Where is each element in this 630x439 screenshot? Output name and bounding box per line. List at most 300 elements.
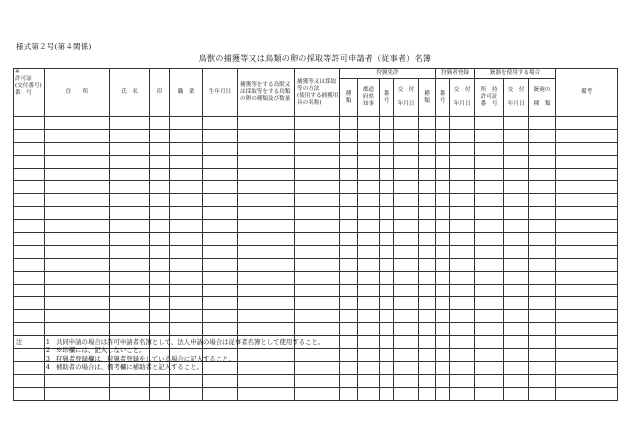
table-cell [556,233,618,246]
table-cell [358,142,380,155]
table-cell [358,155,380,168]
table-cell [556,374,618,387]
table-cell [394,349,419,362]
note-lead: 注 [16,338,23,346]
table-cell [238,310,295,323]
note-lead [16,346,34,354]
note-item [16,346,324,354]
table-cell [450,336,475,349]
table-cell [394,181,419,194]
table-cell [340,284,358,297]
table-cell [203,258,238,271]
table-cell [419,374,436,387]
table-cell [170,155,203,168]
table-cell [110,323,150,336]
table-cell [110,220,150,233]
table-cell [529,168,556,181]
table-cell [295,284,340,297]
table-cell [170,168,203,181]
table-row [14,207,618,220]
table-cell [419,220,436,233]
table-cell [504,207,529,220]
table-cell [203,220,238,233]
table-cell [419,323,436,336]
table-cell [110,258,150,271]
table-cell [556,220,618,233]
firearm-group-header: 銃器を使用する場合 [475,69,556,79]
table-cell [45,117,110,130]
table-cell [295,297,340,310]
table-cell [150,271,170,284]
table-cell [475,310,504,323]
table-cell [203,194,238,207]
table-cell [475,233,504,246]
table-cell [529,374,556,387]
table-cell [504,155,529,168]
table-cell [340,117,358,130]
table-cell [419,129,436,142]
table-cell [150,374,170,387]
table-cell [14,233,45,246]
table-cell [45,168,110,181]
table-cell [450,181,475,194]
table-cell [556,168,618,181]
table-cell [150,181,170,194]
table-cell [150,129,170,142]
table-cell [475,336,504,349]
table-cell [419,297,436,310]
table-cell [394,155,419,168]
table-cell [295,374,340,387]
table-cell [436,117,450,130]
table-cell [203,129,238,142]
table-cell [203,271,238,284]
corner-mark: ※ [15,69,20,75]
notes-section [16,338,324,372]
table-cell [504,168,529,181]
table-cell [436,233,450,246]
table-cell [504,220,529,233]
table-cell [450,361,475,374]
table-cell [340,245,358,258]
table-cell [150,387,170,400]
table-cell [150,207,170,220]
table-cell [394,142,419,155]
table-cell [380,117,394,130]
table-cell [419,310,436,323]
table-cell [295,271,340,284]
note-lead [16,355,34,363]
address-header: 住 所 [45,69,110,117]
permit-number-header [14,69,45,117]
table-cell [504,258,529,271]
table-cell [504,310,529,323]
table-cell [419,387,436,400]
table-cell [436,310,450,323]
table-cell [238,142,295,155]
table-cell [394,245,419,258]
table-cell [380,336,394,349]
table-cell [295,233,340,246]
table-row [14,323,618,336]
table-cell [170,245,203,258]
table-cell [14,220,45,233]
birthdate-header: 生年月日 [203,69,238,117]
table-cell [529,284,556,297]
table-cell [150,245,170,258]
table-cell [110,233,150,246]
table-cell [340,155,358,168]
table-cell [529,336,556,349]
table-cell [556,284,618,297]
table-cell [150,117,170,130]
table-cell [504,361,529,374]
table-cell [295,181,340,194]
note-number: 4 [45,363,50,372]
note-item [16,363,324,371]
table-cell [295,258,340,271]
table-row [14,117,618,130]
table-cell [504,129,529,142]
table-cell [504,181,529,194]
table-row [14,258,618,271]
table-cell [358,271,380,284]
table-row [14,284,618,297]
table-cell [203,310,238,323]
table-cell [529,220,556,233]
table-cell [238,117,295,130]
table-cell [380,258,394,271]
table-cell [203,181,238,194]
table-cell [419,245,436,258]
table-cell [504,297,529,310]
table-row [14,233,618,246]
table-cell [45,155,110,168]
table-cell [110,297,150,310]
note-lead [16,363,34,371]
table-cell [380,142,394,155]
table-cell [14,297,45,310]
table-cell [475,361,504,374]
table-cell [450,233,475,246]
table-cell [436,245,450,258]
table-cell [14,155,45,168]
table-cell [170,323,203,336]
table-row [14,387,618,400]
table-cell [45,233,110,246]
table-cell [358,245,380,258]
table-cell [529,271,556,284]
table-cell [475,258,504,271]
table-cell [14,387,45,400]
table-cell [436,129,450,142]
table-cell [110,155,150,168]
license-number-header: 番 号 [380,79,394,117]
table-cell [14,129,45,142]
table-cell [170,194,203,207]
table-cell [150,297,170,310]
gun-permit-issue-date-header: 交 付 年月日 [504,79,529,117]
table-cell [203,168,238,181]
table-cell [380,271,394,284]
table-cell [45,310,110,323]
table-cell [150,323,170,336]
table-cell [475,323,504,336]
seal-header: 印 [150,69,170,117]
table-row [14,168,618,181]
table-cell [504,349,529,362]
table-cell [450,155,475,168]
table-cell [358,194,380,207]
table-cell [475,168,504,181]
table-cell [110,387,150,400]
table-cell [170,284,203,297]
table-cell [238,220,295,233]
table-cell [14,168,45,181]
table-cell [14,117,45,130]
table-cell [170,310,203,323]
table-cell [45,258,110,271]
table-cell [450,207,475,220]
table-cell [14,258,45,271]
note-text: 補助者の場合は、備考欄に補助者と記入すること。 [56,363,203,372]
table-cell [394,284,419,297]
table-cell [203,245,238,258]
table-cell [45,142,110,155]
table-cell [45,374,110,387]
table-cell [529,207,556,220]
table-cell [203,323,238,336]
table-cell [450,349,475,362]
table-cell [394,310,419,323]
table-cell [14,194,45,207]
table-cell [45,387,110,400]
table-cell [170,271,203,284]
table-cell [358,181,380,194]
table-cell [203,284,238,297]
table-cell [529,155,556,168]
table-cell [529,181,556,194]
table-cell [556,194,618,207]
table-cell [450,194,475,207]
table-cell [14,323,45,336]
table-cell [14,284,45,297]
table-cell [450,117,475,130]
table-cell [14,142,45,155]
table-cell [394,220,419,233]
table-cell [150,233,170,246]
table-cell [436,168,450,181]
table-cell [110,271,150,284]
table-cell [203,297,238,310]
table-cell [170,181,203,194]
table-cell [380,207,394,220]
registration-number-header: 番 号 [436,79,450,117]
table-cell [450,142,475,155]
table-cell [450,271,475,284]
table-cell [358,233,380,246]
table-cell [529,142,556,155]
table-cell [340,220,358,233]
table-cell [238,284,295,297]
table-cell [394,117,419,130]
table-cell [340,349,358,362]
table-cell [419,117,436,130]
table-cell [529,349,556,362]
table-cell [394,323,419,336]
note-number: 2 [45,346,50,355]
table-cell [436,194,450,207]
table-cell [110,245,150,258]
table-cell [450,387,475,400]
document-title: 鳥獣の捕獲等又は鳥類の卵の採取等許可申請者（従事者）名簿 [198,54,432,63]
table-cell [14,310,45,323]
table-cell [170,374,203,387]
table-cell [380,155,394,168]
table-row [14,220,618,233]
table-cell [436,323,450,336]
table-cell [295,245,340,258]
table-cell [556,245,618,258]
table-cell [436,374,450,387]
table-cell [238,194,295,207]
table-cell [340,361,358,374]
table-cell [419,233,436,246]
table-cell [170,233,203,246]
table-cell [450,220,475,233]
table-cell [340,142,358,155]
table-cell [504,142,529,155]
table-cell [529,194,556,207]
table-cell [295,323,340,336]
table-cell [110,168,150,181]
table-cell [238,233,295,246]
table-cell [475,245,504,258]
table-cell [529,387,556,400]
table-cell [358,349,380,362]
table-cell [419,194,436,207]
table-cell [475,349,504,362]
table-cell [380,284,394,297]
table-cell [380,129,394,142]
table-cell [358,374,380,387]
table-cell [110,142,150,155]
table-cell [394,233,419,246]
table-cell [529,323,556,336]
table-cell [556,142,618,155]
table-row [14,142,618,155]
table-cell [475,129,504,142]
table-cell [436,387,450,400]
note-text: 共同申請の場合は許可申請者名簿として、法人申請の場合は従事者名簿として使用すること。 [56,338,325,346]
table-cell [203,387,238,400]
table-cell [14,181,45,194]
table-cell [556,349,618,362]
table-cell [238,207,295,220]
table-cell [475,117,504,130]
table-cell [238,387,295,400]
table-cell [529,233,556,246]
table-cell [340,297,358,310]
table-cell [110,374,150,387]
table-cell [529,245,556,258]
table-cell [380,297,394,310]
table-cell [475,374,504,387]
table-cell [295,155,340,168]
table-cell [110,129,150,142]
table-cell [394,387,419,400]
hunter-registration-group-header: 狩猟者登録 [436,69,475,79]
table-cell [450,374,475,387]
hunting-license-group-header: 狩猟免許 [340,69,436,79]
table-cell [394,129,419,142]
table-cell [394,168,419,181]
table-row [14,194,618,207]
table-cell [556,387,618,400]
table-cell [556,155,618,168]
table-cell [170,258,203,271]
table-cell [380,233,394,246]
table-cell [556,271,618,284]
table-cell [475,284,504,297]
table-cell [504,284,529,297]
table-cell [358,336,380,349]
table-cell [295,142,340,155]
table-cell [504,271,529,284]
table-cell [556,310,618,323]
table-cell [45,181,110,194]
species-quantity-header: 捕獲等をする鳥獣又は採取等をする鳥類の卵の種類及び数量 [238,69,295,117]
table-cell [340,168,358,181]
table-cell [394,361,419,374]
table-cell [556,258,618,271]
occupation-header: 職 業 [170,69,203,117]
permit-number-label: 許可証 (交付番号) 番 号 [15,76,42,96]
table-cell [436,284,450,297]
registration-issue-date-header: 交 付 年月日 [450,79,475,117]
table-cell [529,258,556,271]
table-cell [556,117,618,130]
table-cell [556,361,618,374]
table-cell [110,117,150,130]
table-cell [436,181,450,194]
table-cell [340,271,358,284]
table-row [14,374,618,387]
table-cell [203,207,238,220]
table-cell [358,129,380,142]
table-cell [203,117,238,130]
table-cell [504,374,529,387]
note-number: 1 [45,338,50,346]
table-cell [450,323,475,336]
prefecture-governor-header: 都道 府県 知事 [358,79,380,117]
table-cell [529,310,556,323]
table-cell [529,117,556,130]
table-cell [450,245,475,258]
remarks-header: 備考 [556,69,618,117]
table-cell [419,258,436,271]
table-cell [436,220,450,233]
table-cell [380,181,394,194]
table-cell [475,194,504,207]
table-cell [394,207,419,220]
note-text: 狩猟者登録欄は、狩猟者登録をしている場合に記入すること。 [56,354,235,363]
table-cell [358,258,380,271]
table-cell [45,284,110,297]
table-cell [45,245,110,258]
table-cell [238,323,295,336]
table-cell [475,207,504,220]
